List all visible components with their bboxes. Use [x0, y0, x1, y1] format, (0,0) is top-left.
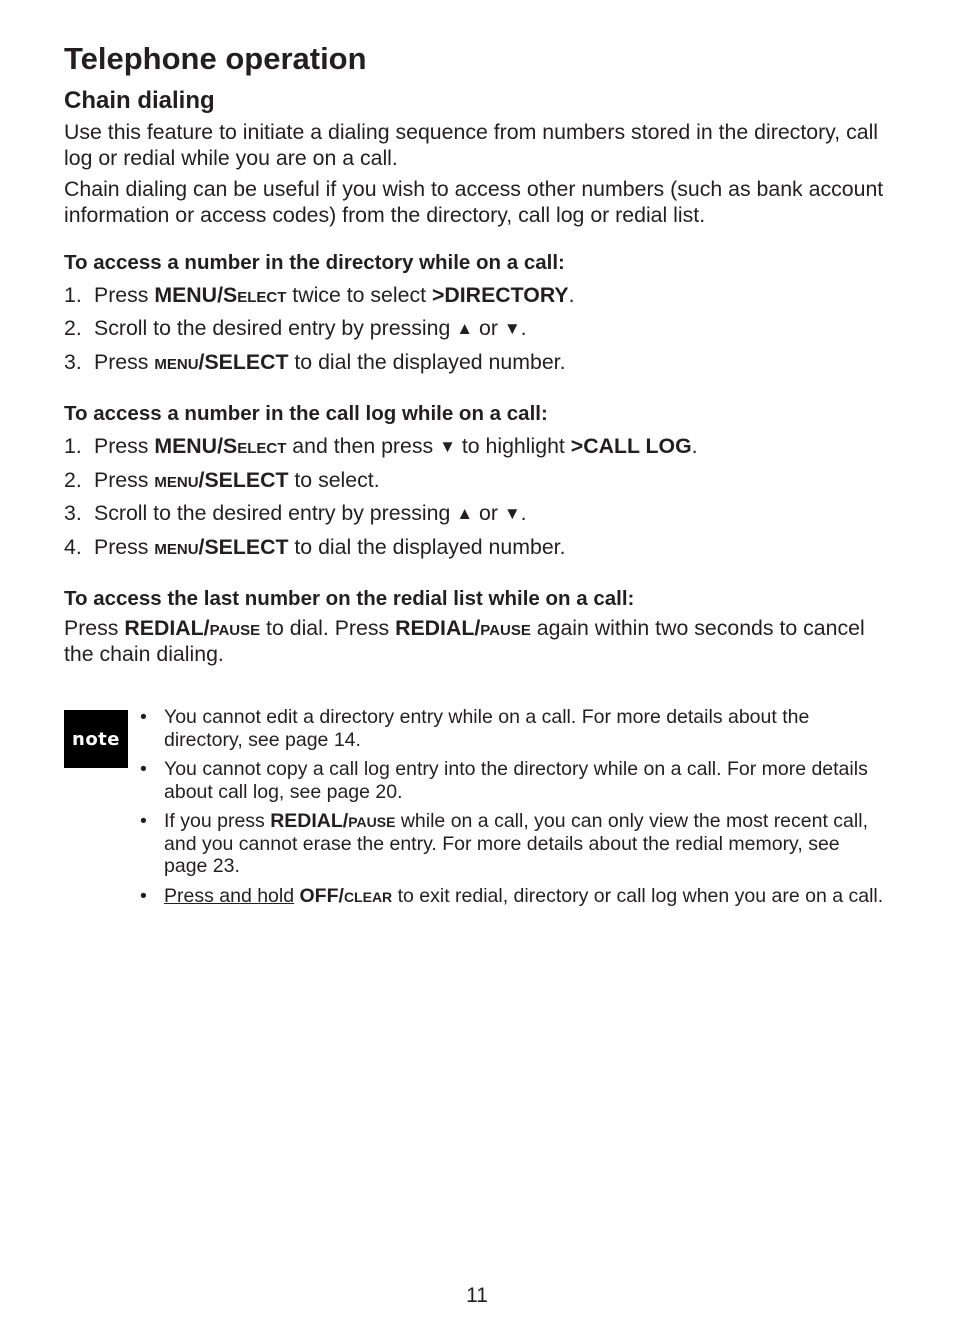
calllog-heading: To access a number in the call log while on a call:: [64, 402, 548, 425]
call-log-option: >CALL LOG: [570, 434, 692, 458]
list-item: • You cannot copy a call log entry into the directory while on a call. For more details about call log, see page 20.: [140, 758, 868, 803]
list-item: 1. Press MENU/Select and then press ▼ to highlight >CALL LOG.: [64, 434, 698, 458]
off-clear-key: OFF/: [299, 884, 344, 907]
list-item: 4. Press menu/SELECT to dial the displayed number.: [64, 535, 566, 559]
list-item: • If you press REDIAL/pause while on a call, you can only view the most recent call, and you cannot erase the entry. For more details about the redial memory, see page 23.: [140, 810, 868, 877]
down-arrow-icon: ▼: [503, 319, 521, 338]
note-list: [140, 706, 885, 914]
down-arrow-icon: ▼: [439, 437, 456, 456]
up-arrow-icon: ▲: [456, 504, 474, 523]
directory-option: >DIRECTORY: [431, 283, 569, 307]
list-item: • You cannot edit a directory entry while on a call. For more details about the directory, see page 14.: [140, 706, 810, 751]
list-item: 2. Press menu/SELECT to select.: [64, 468, 380, 492]
page-number: 11: [466, 1284, 488, 1307]
list-item: 1. Press MENU/Select twice to select >DIRECTORY.: [64, 283, 575, 307]
menu-select-key: menu: [154, 350, 199, 374]
menu-select-key: MENU/: [154, 283, 223, 307]
down-arrow-icon: ▼: [503, 504, 521, 523]
list-item: • Press and hold OFF/clear to exit redial, directory or call log when you are on a call.: [140, 884, 884, 907]
redial-heading: To access the last number on the redial list while on a call:: [64, 587, 635, 610]
menu-select-key: menu: [154, 468, 199, 492]
directory-heading: To access a number in the directory while on a call:: [64, 251, 565, 274]
up-arrow-icon: ▲: [456, 319, 474, 338]
menu-select-key: menu: [154, 535, 199, 559]
section-title: Chain dialing: [64, 87, 215, 114]
intro-paragraph-2: Chain dialing can be useful if you wish to access other numbers (such as bank account information or access codes) from the directory, call log or redial list.: [64, 177, 884, 227]
menu-select-key: MENU/: [154, 434, 223, 458]
list-item: 2. Scroll to the desired entry by pressing ▲ or ▼.: [64, 316, 527, 340]
page-content: [64, 40, 894, 667]
page-title: Telephone operation: [64, 41, 367, 76]
directory-steps: [64, 279, 894, 379]
press-and-hold-text: Press and hold: [164, 884, 295, 907]
calllog-steps: [64, 430, 894, 564]
redial-paragraph: Press REDIAL/pause to dial. Press REDIAL/pause again within two seconds to cancel the chain dialing.: [64, 616, 865, 666]
redial-pause-key: REDIAL/: [270, 810, 349, 832]
list-item: 3. Scroll to the desired entry by pressing ▲ or ▼.: [64, 501, 527, 525]
redial-pause-key: REDIAL/: [395, 616, 481, 640]
intro-paragraph-1: Use this feature to initiate a dialing sequence from numbers stored in the directory, call log or redial while you are on a call.: [64, 120, 879, 170]
list-item: 3. Press menu/SELECT to dial the displayed number.: [64, 350, 566, 374]
redial-pause-key: REDIAL/: [124, 616, 210, 640]
note-icon: note: [64, 710, 128, 768]
